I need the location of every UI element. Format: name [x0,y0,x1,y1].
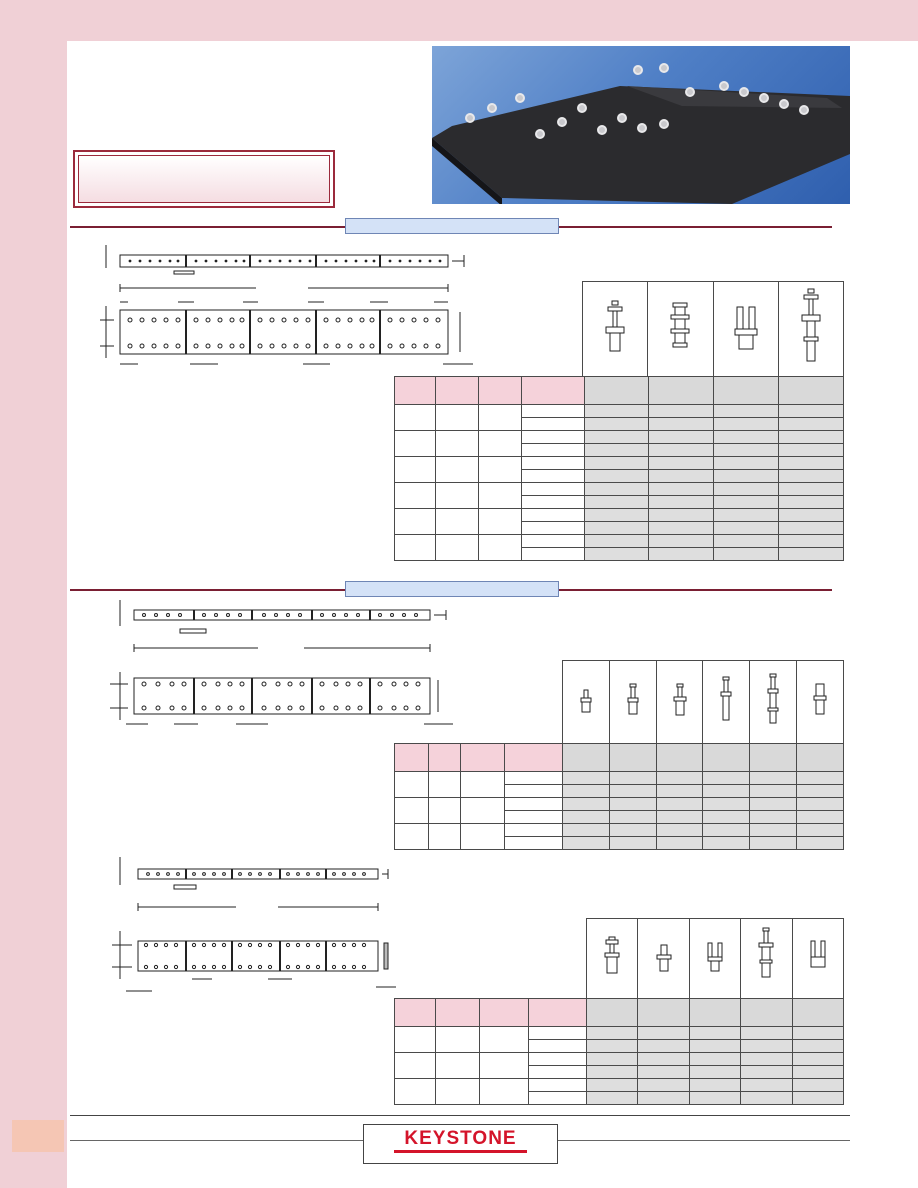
terminal-post-image [750,661,797,744]
terminal-post-image [648,282,713,377]
terminal-post-image [778,282,843,377]
spec-table-3 [394,998,844,1105]
title-box [73,150,335,208]
terminal-post-image [638,919,689,999]
terminal-post-image [703,661,750,744]
terminal-post-image [583,282,648,377]
terminal-post-image [792,919,843,999]
terminal-post-image [587,919,638,999]
header-band [67,15,918,41]
terminal-post-image [741,919,792,999]
product-photo [432,46,850,204]
terminal-post-image [689,919,740,999]
logo-text: KEYSTONE [404,1128,517,1149]
busbar-drawing-1 [98,240,478,370]
terminal-image-table-1 [582,281,844,377]
busbar-drawing-3 [108,855,398,997]
terminal-image-table-2 [562,660,844,744]
section-tab-2 [345,581,559,597]
footer-rule [70,1115,850,1116]
busbar-drawing-2 [108,598,458,730]
logo-underline [394,1150,527,1153]
spec-table-2 [394,743,844,850]
page-number-tab [12,1120,64,1152]
terminal-post-image [563,661,610,744]
terminal-post-image [609,661,656,744]
terminal-post-image [656,661,703,744]
keystone-logo [363,1124,558,1164]
spec-table-1 [394,376,844,561]
terminal-post-image [797,661,844,744]
terminal-post-image [713,282,778,377]
terminal-image-table-3 [586,918,844,999]
top-band [67,0,918,15]
section-tab-1 [345,218,559,234]
side-margin-band [0,0,67,1188]
